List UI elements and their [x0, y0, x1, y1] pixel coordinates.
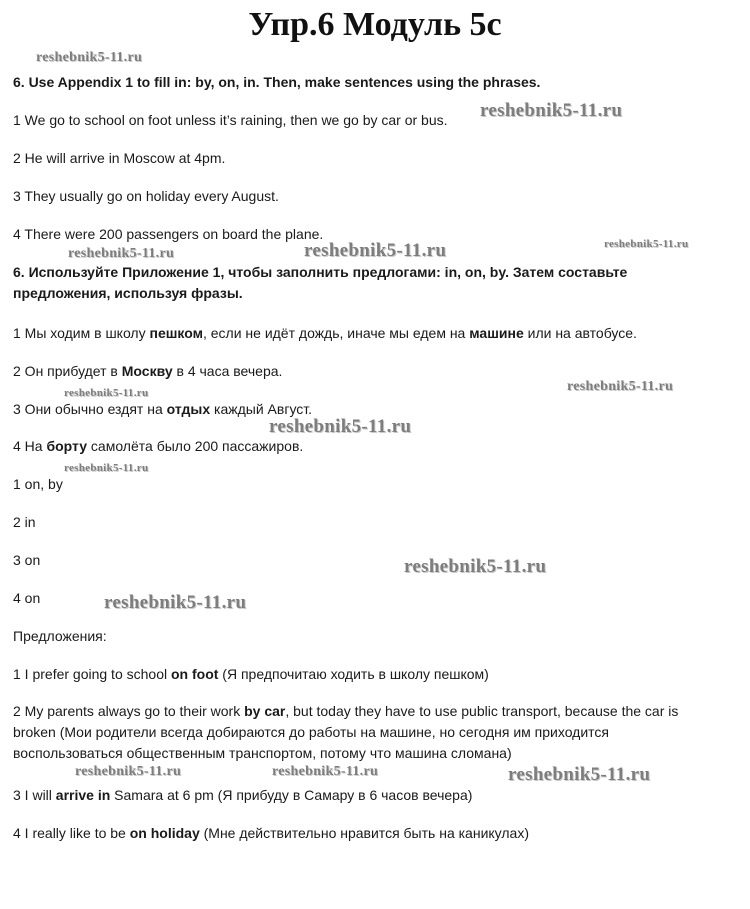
watermark: reshebnik5-11.ru	[68, 246, 175, 261]
sentence-4: 4 I really like to be on holiday (Мне действительно нравится быть на каникулах)	[13, 825, 529, 841]
watermark: reshebnik5-11.ru	[480, 100, 623, 121]
english-item-4: 4 There were 200 passengers on board the plane.	[13, 226, 324, 242]
russian-item-4: 4 На борту самолёта было 200 пассажиров.	[13, 438, 304, 454]
watermark: reshebnik5-11.ru	[64, 462, 149, 474]
watermark: reshebnik5-11.ru	[508, 764, 651, 785]
watermark: reshebnik5-11.ru	[304, 240, 447, 261]
watermark: reshebnik5-11.ru	[269, 416, 412, 437]
english-instruction: 6. Use Appendix 1 to fill in: by, on, in. Then, make sentences using the phrases.	[13, 74, 541, 90]
russian-item-2: 2 Он прибудет в Москву в 4 часа вечера.	[13, 363, 283, 379]
watermark: reshebnik5-11.ru	[64, 387, 149, 399]
watermark: reshebnik5-11.ru	[604, 238, 689, 250]
russian-instruction: 6. Используйте Приложение 1, чтобы заполнить предлогами: in, on, by. Затем составьте предложения, используя фразы.	[13, 264, 628, 301]
answer-1: 1 on, by	[13, 476, 63, 492]
sentences-heading: Предложения:	[13, 628, 107, 644]
english-item-1: 1 We go to school on foot unless it’s raining, then we go by car or bus.	[13, 112, 448, 128]
watermark: reshebnik5-11.ru	[75, 764, 182, 779]
russian-item-3: 3 Они обычно ездят на отдых каждый Август.	[13, 401, 313, 417]
sentence-2: 2 My parents always go to their work by car, but today they have to use public transport, because the car is broken (Мои родители всегда добираются до работы на машине, но сегодня им приходится воспользоваться общественным транспортом, потому что машина сломана)	[13, 703, 679, 761]
answer-2: 2 in	[13, 514, 36, 530]
sentence-1: 1 I prefer going to school on foot (Я предпочитаю ходить в школу пешком)	[13, 666, 489, 682]
page-title: Упр.6 Модуль 5с	[248, 6, 502, 43]
answer-3: 3 on	[13, 552, 41, 568]
sentence-3: 3 I will arrive in Samara at 6 pm (Я прибуду в Самару в 6 часов вечера)	[13, 787, 473, 803]
russian-item-1: 1 Мы ходим в школу пешком, если не идёт дождь, иначе мы едем на машине или на автобусе.	[13, 325, 637, 341]
english-item-2: 2 He will arrive in Moscow at 4pm.	[13, 150, 226, 166]
watermark: reshebnik5-11.ru	[36, 50, 143, 65]
english-item-3: 3 They usually go on holiday every August.	[13, 188, 279, 204]
watermark: reshebnik5-11.ru	[272, 764, 379, 779]
watermark: reshebnik5-11.ru	[567, 379, 674, 394]
watermark: reshebnik5-11.ru	[104, 592, 247, 613]
watermark: reshebnik5-11.ru	[404, 556, 547, 577]
answer-4: 4 on	[13, 590, 41, 606]
